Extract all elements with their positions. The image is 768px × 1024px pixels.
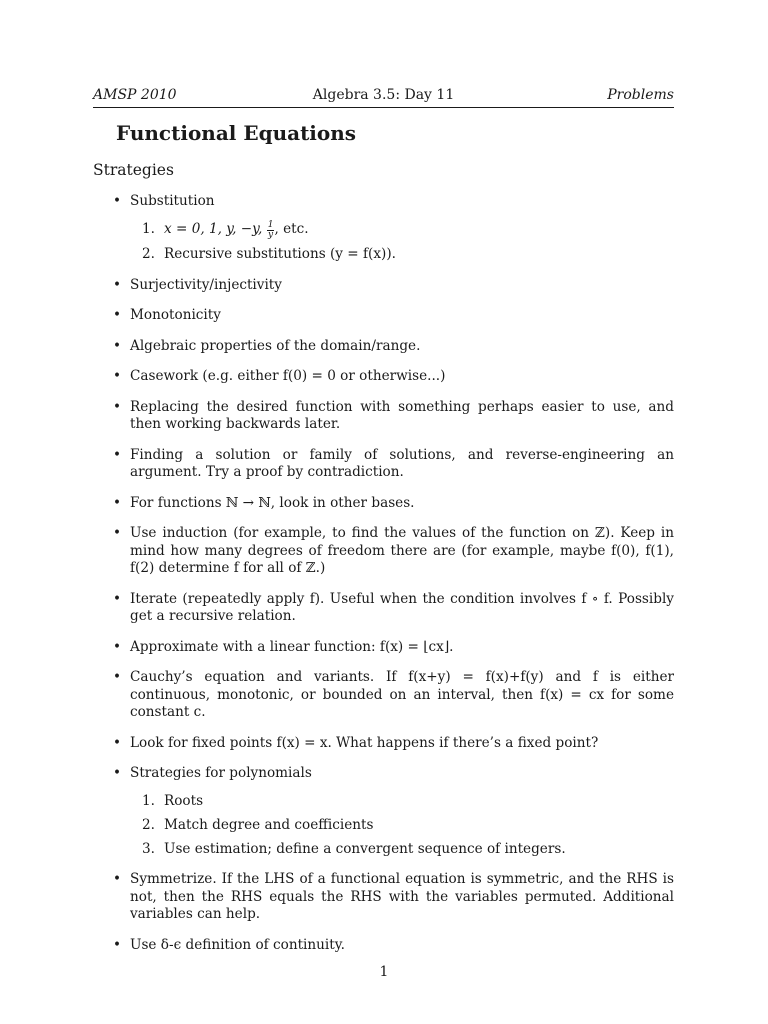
bullet-text: Monotonicity: [130, 307, 221, 323]
list-item: [93, 307, 674, 325]
list-item: [93, 399, 674, 434]
bullet-icon: •: [113, 871, 122, 887]
header-course: AMSP 2010: [93, 87, 177, 103]
bullet-icon: •: [113, 307, 122, 323]
bullet-text: Approximate with a linear function: f(x) = ⌊cx⌋.: [130, 638, 454, 655]
bullet-icon: •: [113, 936, 122, 953]
polynomial-sublist: [130, 793, 674, 859]
fraction-denominator: y: [268, 229, 274, 240]
bullet-text: For functions ℕ → ℕ, look in other bases.: [130, 494, 415, 511]
fraction-numerator: 1: [267, 219, 274, 230]
bullet-icon: •: [113, 765, 122, 781]
sublist-number: 3.: [142, 840, 155, 857]
sublist-item: [142, 817, 674, 835]
bullet-text: Casework (e.g. either f(0) = 0 or otherwise...): [130, 368, 446, 384]
bullet-icon: •: [113, 446, 122, 463]
list-item: [93, 338, 674, 356]
substitution-sublist: [130, 221, 674, 264]
bullet-text: Symmetrize. If the LHS of a functional equation is symmetric, and the RHS is not, then the RHS equals the RHS with the variables permuted. Additional variables can help.: [130, 871, 674, 922]
bullet-text: Use δ-ϵ definition of continuity.: [130, 936, 345, 953]
list-item: [93, 639, 674, 657]
bullet-icon: •: [113, 669, 122, 685]
bullet-icon: •: [113, 590, 122, 607]
bullet-text: Surjectivity/injectivity: [130, 276, 282, 293]
sublist-text: Match degree and coefficients: [164, 816, 374, 833]
bullet-icon: •: [113, 734, 122, 751]
sublist-text: x = 0, 1, y, −y,: [164, 220, 267, 237]
sublist-number: 2.: [142, 246, 155, 262]
list-item: [93, 871, 674, 924]
bullet-icon: •: [113, 193, 122, 209]
bullet-text: Finding a solution or family of solutions, and reverse-engineering an argument. Try a proof by contradiction.: [130, 446, 674, 480]
header-topic: Algebra 3.5: Day 11: [312, 87, 455, 103]
page-header: [93, 87, 674, 108]
list-item: [93, 277, 674, 295]
bullet-icon: •: [113, 638, 122, 655]
header-type: Problems: [607, 87, 674, 103]
sublist-number: 2.: [142, 816, 155, 833]
list-item: [93, 525, 674, 578]
section-heading: Strategies: [93, 161, 174, 179]
sublist-text: Use estimation; define a convergent sequence of integers.: [164, 840, 566, 857]
bullet-text: Replacing the desired function with something perhaps easier to use, and then working backwards later.: [130, 398, 674, 432]
sublist-item: [142, 221, 674, 240]
bullet-text: Substitution: [130, 193, 215, 209]
bullet-icon: •: [113, 494, 122, 511]
sublist-item: [142, 841, 674, 859]
list-item: [93, 447, 674, 482]
strategies-content: [93, 193, 674, 967]
sublist-item: [142, 793, 674, 811]
page-title: Functional Equations: [116, 121, 357, 145]
sublist-number: 1.: [142, 220, 155, 237]
list-item: [93, 368, 674, 386]
list-item: [93, 591, 674, 626]
bullet-text: Algebraic properties of the domain/range.: [130, 337, 421, 354]
list-item: [93, 937, 674, 955]
bullet-text: Iterate (repeatedly apply f). Useful when the condition involves f ∘ f. Possibly get a recursive relation.: [130, 590, 674, 624]
list-item: [93, 669, 674, 722]
bullet-icon: •: [113, 368, 122, 384]
sublist-item: [142, 246, 674, 264]
bullet-icon: •: [113, 337, 122, 354]
list-item: [93, 765, 674, 858]
bullet-text: Cauchy’s equation and variants. If f(x+y) = f(x)+f(y) and f is either continuous, monotonic, or bounded on an interval, then f(x) = cx for some constant c.: [130, 669, 674, 720]
bullet-text: Use induction (for example, to find the values of the function on ℤ). Keep in mind how many degrees of freedom there are (for example, maybe f(0), f(1), f(2) determine f for all of ℤ.): [130, 525, 674, 576]
bullet-icon: •: [113, 276, 122, 293]
sublist-text: Recursive substitutions (y = f(x)).: [164, 246, 396, 262]
list-item: [93, 735, 674, 753]
sublist-text-suffix: , etc.: [274, 220, 309, 237]
bullet-text: Strategies for polynomials: [130, 765, 312, 781]
sublist-text: Roots: [164, 792, 204, 809]
list-item: [93, 193, 674, 264]
bullet-icon: •: [113, 525, 122, 541]
page-number: 1: [379, 964, 389, 980]
sublist-number: 1.: [142, 792, 155, 809]
strategies-list: [93, 193, 674, 954]
bullet-text: Look for fixed points f(x) = x. What happens if there’s a fixed point?: [130, 734, 599, 751]
list-item: [93, 495, 674, 513]
bullet-icon: •: [113, 398, 122, 415]
